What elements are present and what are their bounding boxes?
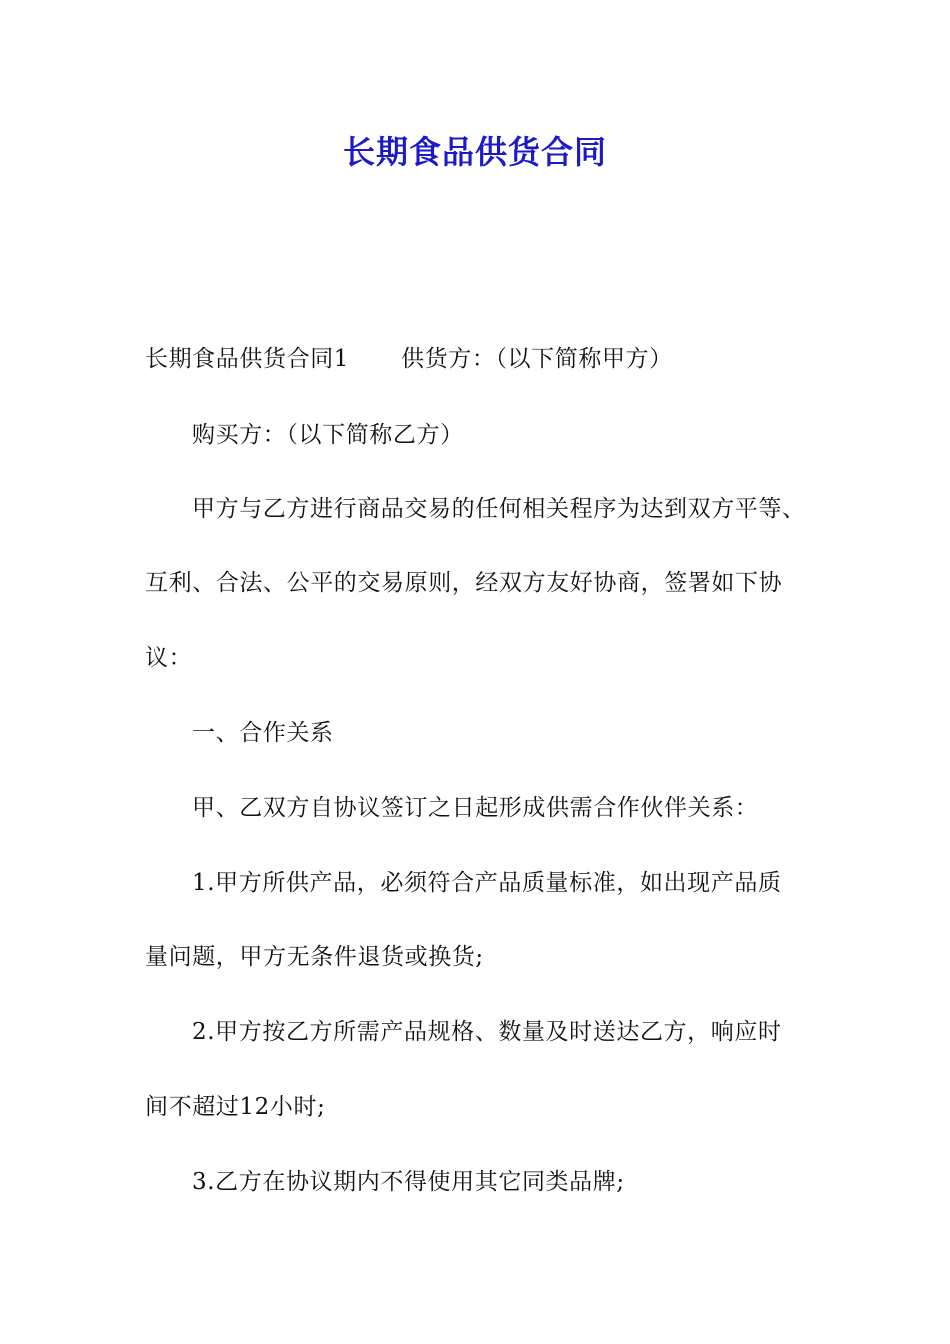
preamble-line-1: 甲方与乙方进行商品交易的任何相关程序为达到双方平等、 (192, 496, 806, 522)
clause-1-line-1: 1.甲方所供产品，必须符合产品质量标准，如出现产品质 (192, 870, 782, 896)
contract-heading: 长期食品供货合同1 (145, 346, 350, 372)
supplier-party: 供货方：（以下简称甲方） (401, 346, 673, 372)
preamble-line-2: 互利、合法、公平的交易原则，经双方友好协商，签署如下协 (145, 570, 783, 596)
clause-2-line-1: 2.甲方按乙方所需产品规格、数量及时送达乙方，响应时 (192, 1019, 782, 1045)
clause-1-line-2: 量问题，甲方无条件退货或换货; (145, 944, 484, 970)
buyer-party: 购买方：（以下简称乙方） (192, 422, 464, 448)
section-heading-1: 一、合作关系 (192, 720, 334, 746)
document-title: 长期食品供货合同 (342, 133, 607, 171)
clause-3-line-1: 3.乙方在协议期内不得使用其它同类品牌; (192, 1169, 625, 1195)
clause-2-line-2: 间不超过12小时; (145, 1094, 326, 1120)
intro-line (145, 342, 673, 376)
section-1-intro: 甲、乙双方自协议签订之日起形成供需合作伙伴关系： (192, 795, 759, 821)
preamble-line-3: 议： (145, 645, 193, 671)
